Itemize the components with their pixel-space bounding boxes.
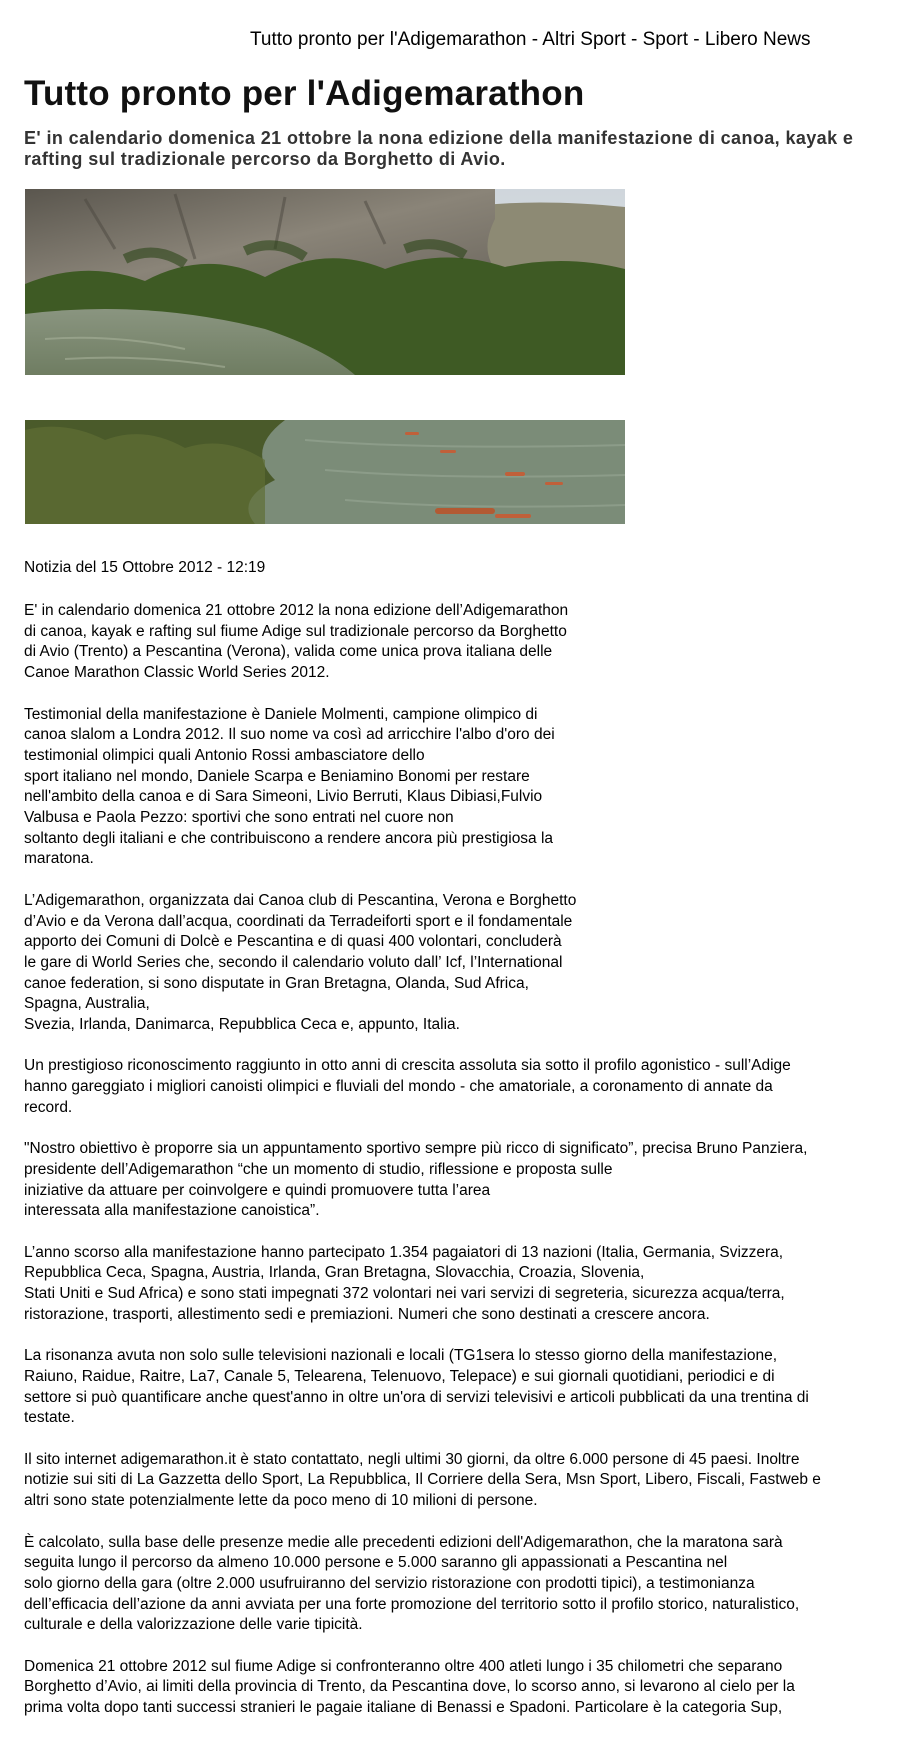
paragraph: E' in calendario domenica 21 ottobre 2012 la nona edizione dell’Adigemarathon di canoa, kayak e rafting sul fiume Adige sul tradizionale percorso da Borghetto di Avio (Trento) a Pescantina (Verona), valida come unica prova italiana delle Canoe Marathon Classic World Series 2012. (24, 602, 569, 682)
article-body (24, 601, 894, 1740)
paragraph: La risonanza avuta non solo sulle televisioni nazionali e locali (TG1sera lo stesso giorno della manifestazione, Raiuno, Raidue, Raitre, La7, Canale 5, Telearena, Telenuovo, Telepace) e sui giornali quotidiani, periodici e di settore si può quantificare anche quest'anno in oltre un'ora di servizi televisivi e articoli pubblicati da una trentina di testate. (24, 1347, 809, 1427)
paragraph: Il sito internet adigemarathon.it è stato contattato, negli ultimi 30 giorni, da oltre 6.000 persone di 45 paesi. Inoltre notizie sui siti di La Gazzetta dello Sport, La Repubblica, Il Corriere della Sera, Msn Sport, Libero, Fiscali, Fastweb e altri sono state potenzialmente lette da poco meno di 10 milioni di persone. (24, 1450, 821, 1510)
paragraph: Testimonial della manifestazione è Daniele Molmenti, campione olimpico di canoa slalom a Londra 2012. Il suo nome va così ad arricchire l'albo d'oro dei testimonial olimpici quali Antonio Rossi ambasciatore dello sport italiano nel mondo, Daniele Scarpa e Beniamino Bonomi per restare nell'ambito della canoa e di Sara Simeoni, Livio Berruti, Klaus Dibiasi,Fulvio Valbusa e Paola Pezzo: sportivi che sono entrati nel cuore non soltanto degli italiani e che contribuiscono a rendere ancora più prestigiosa la maratona. (24, 705, 555, 868)
page-header-title: Tutto pronto per l'Adigemarathon - Altri Sport - Sport - Libero News (250, 29, 811, 50)
paragraph: Domenica 21 ottobre 2012 sul fiume Adige si confronteranno oltre 400 atleti lungo i 35 chilometri che separano Borghetto d’Avio, ai limiti della provincia di Trento, da Pescantina dove, lo scorso anno, si levarono al cielo per la prima volta dopo tanti successi stranieri le pagaie italiane di Benassi e Spadoni. Particolare è la categoria Sup, (24, 1657, 795, 1717)
river-kayakers-photo (25, 420, 625, 524)
paragraph: "Nostro obiettivo è proporre sia un appuntamento sportivo sempre più ricco di significato”, precisa Bruno Panziera, presidente dell’Adigemarathon “che un momento di studio, riflessione e proposta sulle iniziative da attuare per coinvolgere e quindi promuovere tutta l’area interessata alla manifestazione canoistica”. (24, 1140, 808, 1220)
article-title: Tutto pronto per l'Adigemarathon (24, 74, 585, 113)
paragraph: È calcolato, sulla base delle presenze medie alle precedenti edizioni dell'Adigemarathon, che la maratona sarà seguita lungo il percorso da almeno 10.000 persone e 5.000 saranno gli appassionati a Pescantina nel solo giorno della gara (oltre 2.000 usufruiranno del servizio ristorazione con prodotti tipici), a testimonianza dell’efficacia dell’azione da anni avviata per una forte promozione del territorio sotto il profilo storico, naturalistico, culturale e della valorizzazione delle varie tipicità. (24, 1533, 800, 1634)
paragraph: L’Adigemarathon, organizzata dai Canoa club di Pescantina, Verona e Borghetto d’Avio e da Verona dall’acqua, coordinati da Terradeiforti sport e il fondamentale apporto dei Comuni di Dolcè e Pescantina e di quasi 400 volontari, concluderà le gare di World Series che, secondo il calendario voluto dall’ Icf, l’International canoe federation, si sono disputate in Gran Bretagna, Olanda, Sud Africa, Spagna, Australia, Svezia, Irlanda, Danimarca, Repubblica Ceca e, appunto, Italia. (24, 891, 577, 1034)
paragraph: Un prestigioso riconoscimento raggiunto in otto anni di crescita assoluta sia sotto il profilo agonistico - sull’Adige hanno gareggiato i migliori canoisti olimpici e fluviali del mondo - che amatoriale, a coronamento di annate da record. (24, 1057, 791, 1116)
article-subtitle: E' in calendario domenica 21 ottobre la nona edizione della manifestazione di canoa, kayak e rafting sul tradizionale percorso da Borghetto di Avio. (24, 128, 854, 169)
paragraph: L’anno scorso alla manifestazione hanno partecipato 1.354 pagaiatori di 13 nazioni (Italia, Germania, Svizzera, Repubblica Ceca, Spagna, Austria, Irlanda, Gran Bretagna, Slovacchia, Croazia, Slovenia, Stati Uniti e Sud Africa) e sono stati impegnati 372 volontari nei vari servizi di segreteria, sicurezza acqua/terra, ristorazione, trasporti, allestimento sedi e premiazioni. Numeri che sono destinati a crescere ancora. (24, 1243, 785, 1323)
article-date: Notizia del 15 Ottobre 2012 - 12:19 (24, 559, 266, 576)
river-gorge-photo (25, 189, 625, 375)
